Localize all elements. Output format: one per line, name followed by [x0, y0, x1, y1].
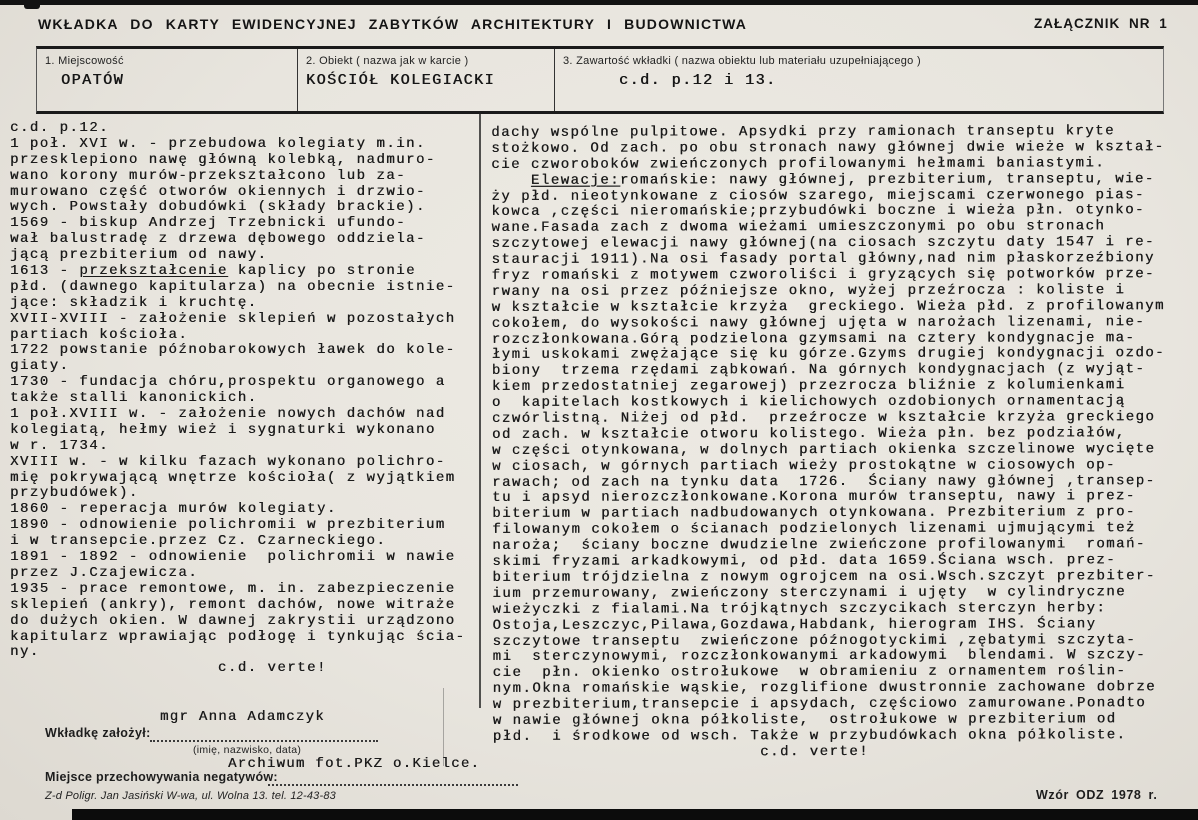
field-object-label: 2. Obiekt ( nazwa jak w karcie ): [306, 55, 469, 67]
field-locality-label: 1. Miejscowość: [45, 55, 124, 67]
field-contents: [555, 49, 1163, 111]
typewritten-line: w prezbiterium,transepcie i apsydach, częściowo zamurowane.Ponadto: [492, 695, 1147, 713]
typewritten-line: przez J.Czajewicza.: [10, 564, 199, 581]
signature-hint: (imię, nazwisko, data): [193, 744, 302, 756]
typewritten-line: jące: składzik i kruchtę.: [10, 294, 258, 311]
typewritten-line: w r. 1734.: [10, 437, 110, 454]
typewritten-line: biony trzema rzędami ząbkowań. Na górnych kondygnacjach (z wyjąt-: [491, 361, 1146, 380]
typewritten-line: XVII-XVIII - założenie sklepień w pozostałych: [10, 310, 456, 327]
negatives-field-label: Miejsce przechowywania negatywów:: [45, 770, 278, 784]
typewritten-line: biterium trójdzielna z nowym ogrojcem na osi.Wsch.szczyt prezbiter-: [492, 568, 1156, 586]
typewritten-line: Elewacje:romańskie: nawy głównej, prezbiterium, transeptu, wie-: [530, 170, 1155, 189]
typewritten-line: 1722 powstanie późnobarokowych ławek do kole-: [10, 342, 456, 359]
typewritten-line: płd. (dawnego kapitularza) na obecnie istnie-: [10, 278, 456, 295]
document-title: WKŁADKA DO KARTY EWIDENCYJNEJ ZABYTKÓW ARCHITEKTURY I BUDOWNICTWA: [38, 16, 748, 32]
typewritten-line: szczytowe transeptu zwieńczone późnogotyckimi ,zębatymi szczyta-: [492, 631, 1137, 650]
typewritten-line: XVIII w. - w kilku fazach wykonano polichro-: [10, 453, 446, 470]
field-locality: [37, 49, 298, 111]
typewritten-line: 1860 - reperacja murów kolegiaty.: [10, 501, 337, 518]
typewritten-line: w części otynkowana, w dolnych partiach okienka szczelinowe wycięte: [491, 440, 1156, 459]
typewritten-line: cie płn. okienko ostrołukowe w obramieniu z ornamentem roślin-: [492, 663, 1127, 682]
typewritten-line: jącą prezbiterium od nawy.: [10, 247, 268, 264]
field-object: [298, 49, 555, 111]
typewritten-line: dachy wspólne pulpitowe. Apsydki przy ramionach transeptu kryte: [491, 123, 1116, 141]
typewritten-line: 1 poł. XVI w. - przebudowa kolegiaty m.in.: [10, 135, 426, 152]
typewritten-line: w nawie głównej okna półkoliste, ostrołukowe w prezbiterium od: [492, 711, 1117, 729]
typewritten-line: rwany na osi przez późniejsze okno, wyżej przeźrocza : koliste i: [491, 282, 1126, 300]
typewritten-line: c.d. verte!: [492, 743, 870, 761]
typewritten-line: ny.: [10, 644, 40, 661]
typewritten-line: 1569 - biskup Andrzej Trzebnicki ufundo-: [10, 215, 407, 232]
field-contents-value: c.d. p.12 i 13.: [619, 72, 777, 89]
right-text-column: [491, 124, 1193, 761]
typewritten-line: przybudówek).: [10, 485, 139, 502]
typewritten-line: 1890 - odnowienie polichromii w prezbiterium: [10, 517, 446, 534]
typewritten-line: przesklepiono nawę główną kolebką, nadmuro-: [10, 151, 436, 168]
typewritten-line: 1935 - prace remontowe, m. in. zabezpieczenie: [10, 580, 456, 597]
typewritten-line: mi sterczynowymi, rozczłonkowanymi arkadowymi blendami. W szczy-: [492, 647, 1147, 666]
typewritten-line: łymi uskokami zwężające się ku górze.Gzyms drugiej kondygnacji ozdo-: [491, 345, 1166, 364]
field-contents-label: 3. Zawartość wkładki ( nazwa obiektu lub materiału uzupełniającego ): [563, 55, 921, 67]
form-code: Wzór ODZ 1978 r.: [1036, 788, 1158, 802]
typewritten-line: o kapitelach kostkowych i kielichowych ozdobionych ornamentacją: [491, 393, 1126, 412]
typewritten-line: rawach; od zach na tynku data 1726. Ściany nawy głównej ,transep-: [492, 472, 1156, 491]
typewritten-line: do dużych okien. W dawnej zakrystii urządzono: [10, 612, 456, 629]
attachment-label: ZAŁĄCZNIK NR 1: [1034, 16, 1168, 31]
typewritten-line: c.d. p.12.: [10, 120, 110, 136]
typewritten-line: wane.Fasada zach z dwoma wieżami umieszczonymi po obu stronach: [491, 218, 1106, 237]
signature-field-label: Wkładkę założył:: [45, 726, 151, 740]
typewritten-line: czwórlistną. Niżej od płd. przeźrocze w kształcie krzyża greckiego: [491, 409, 1156, 427]
field-locality-value: OPATÓW: [61, 72, 125, 89]
typewritten-line: kowca ,części nieromańskie;przybudówki boczne i wieża płn. otynko-: [491, 202, 1145, 221]
typewritten-line: kapitularz wprawiając podłogę i tynkując ścia-: [10, 628, 466, 645]
typewritten-line: w ciosach, w górnych partiach wieży prostokątne w ciosowych op-: [492, 456, 1116, 475]
typewritten-line: nym.Okna romańskie wąskie, rozglifione dwustronnie zachowane dobrze: [492, 679, 1157, 698]
typewritten-line: ży płd. nieotynkowane z ciosów szarego, miejscami czerwonego pias-: [491, 186, 1145, 205]
typewritten-line: stożkowo. Od zach. po obu stronach nawy głównej dwie wieże w kształ-: [491, 139, 1165, 157]
typewritten-line: 1730 - fundacja chóru,prospektu organowego a: [10, 374, 446, 391]
typewritten-line: tu i apsyd nierozczłonkowane.Korona murów transeptu, nawy i prez-: [492, 488, 1136, 507]
scan-edge-top: [0, 0, 1198, 5]
typewritten-line: od zach. w kształcie otworu kolistego. Wieża płn. bez podziałów,: [491, 425, 1126, 443]
typewritten-line: partiach kościoła.: [10, 326, 189, 343]
archive-typed-value: Archiwum fot.PKZ o.Kielce.: [228, 756, 481, 772]
signature-dotted-line: [150, 740, 378, 742]
typewritten-line: w kształcie w kształcie krzyża greckiego. Wieża płd. z profilowanym: [491, 297, 1165, 316]
typewritten-line: sklepień (ankry), remont dachów, nowe witraże: [10, 596, 456, 613]
typewritten-line: 1 poł.XVIII w. - założenie nowych dachów nad: [10, 406, 446, 423]
typewritten-line: fryz romański z motywem czworoliści i gryzących się potworków prze-: [491, 266, 1155, 284]
typewritten-line: cie czworoboków zwieńczonych profilowanymi hełmami baniastymi.: [491, 155, 1106, 173]
typewritten-line: 1613 - przekształcenie kaplicy po stronie: [10, 263, 416, 280]
typewritten-line: kolegiatą, hełmy wież i sygnaturki wykonano: [10, 421, 436, 438]
typewritten-line: płd. i środkowe od wsch. Także w przybudówkach okna półkoliste.: [492, 727, 1127, 745]
signature-typed-name: mgr Anna Adamczyk: [160, 709, 325, 725]
typewritten-line: stauracji 1911).Na osi fasady portal główny,nad nim płaskorzeźbiony: [491, 250, 1155, 269]
typewritten-line: rozczłonkowana.Górą podzielona gzymsami na cztery kondygnacje ma-: [491, 329, 1136, 348]
typewritten-line: i w transepcie.przez Cz. Czarneckiego.: [10, 533, 387, 550]
left-text-column: [10, 121, 484, 677]
typewritten-line: mię pokrywającą wnętrze kościoła( z wyjątkiem: [10, 469, 456, 486]
typewritten-line: wano korony murów-przekształcono lub za-: [10, 167, 407, 184]
scan-fold-mark: [443, 688, 444, 766]
header-fields-table: [36, 46, 1164, 114]
typewritten-line: biterium w partiach nadbudowanych otynkowana. Prezbiterium z pro-: [492, 504, 1136, 523]
typewritten-line: ium przemurowany, zwieńczony sterczynami i ujęty w cylindryczne: [492, 584, 1127, 602]
typewritten-line: wał balustradę z drzewa dębowego oddziela-: [10, 231, 426, 248]
printer-imprint: Z-d Poligr. Jan Jasiński W-wa, ul. Wolna 13. tel. 12-43-83: [45, 790, 336, 802]
typewritten-line: kiem przedostatniej zegarowej) przezrocza bliźnie z kolumienkami: [491, 377, 1126, 396]
field-object-value: KOŚCIÓŁ KOLEGIACKI: [306, 72, 496, 89]
typewritten-line: filowanym cokołem o ścianach podzielonych lizenami ujmującymi też: [492, 520, 1136, 539]
typewritten-line: wych. Powstały dobudówki (składy brackie).: [10, 199, 426, 216]
scan-edge-bottom: [72, 809, 1198, 820]
typewritten-line: naroża; ściany boczne dwudzielne zwieńczone profilowanymi romań-: [492, 536, 1146, 555]
typewritten-line: skimi fryzami arkadkowymi, od płd. data 1659.Ściana wsch. prez-: [492, 552, 1117, 570]
typewritten-line: giaty.: [10, 358, 70, 375]
archive-dotted-line: [268, 784, 518, 786]
typewritten-line: także stalli kanonickich.: [10, 390, 258, 407]
typewritten-line: Ostoja,Leszczyc,Pilawa,Gozdawa,Habdank, hierogram IHS. Ściany: [492, 615, 1097, 634]
typewritten-line: wieżyczki z fialami.Na trójkątnych szczycikach sterczyn herby:: [492, 600, 1107, 618]
typewritten-line: 1891 - 1892 - odnowienie polichromii w nawie: [10, 549, 456, 566]
typewritten-line: cokołem, do wysokości nawy głównej ujęta w narożach lizenami, nie-: [491, 313, 1146, 332]
typewritten-line: murowano część otworów okiennych i drzwio-: [10, 183, 426, 200]
typewritten-line: c.d. verte!: [10, 660, 327, 677]
scan-ink-blob: [24, 0, 40, 9]
typewritten-line: szczytowej elewacji nawy głównej(na ciosach szczytu daty 1547 i re-: [491, 234, 1155, 253]
